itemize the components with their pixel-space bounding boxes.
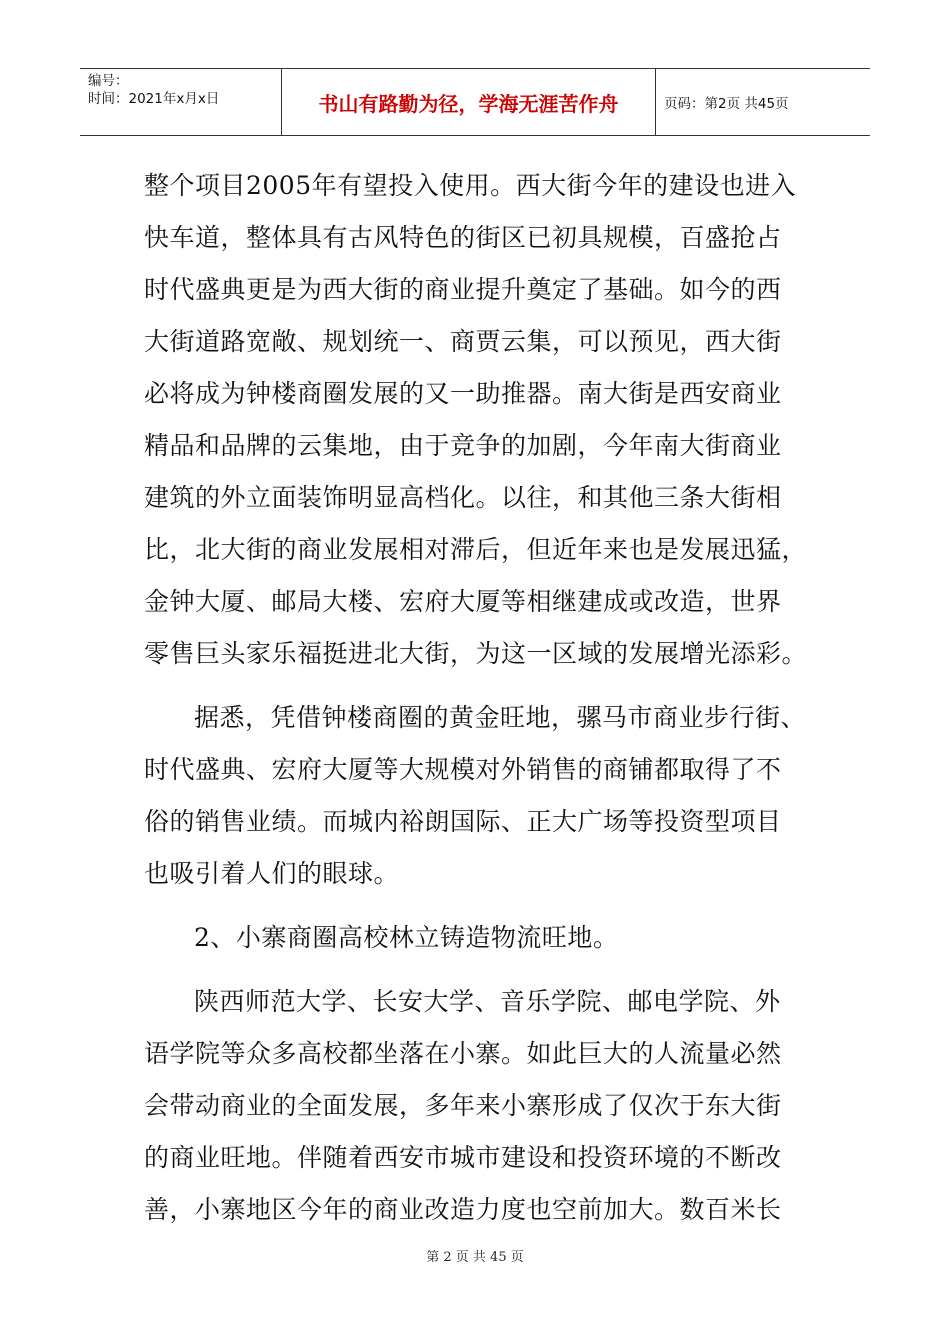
paragraph-gap (144, 964, 814, 976)
paragraph-gap (144, 900, 814, 912)
motto-text: 书山有路勤为径，学海无涯苦作舟 (318, 91, 619, 116)
text-line: 整个项目2005年有望投入使用。西大街今年的建设也进入 (144, 171, 797, 200)
text-line: 时代盛典、宏府大厦等大规模对外销售的商铺都取得了不 (144, 755, 782, 784)
header-meta (80, 69, 282, 135)
text-line: 必将成为钟楼商圈发展的又一助推器。南大街是西安商业 (144, 379, 782, 408)
text-line: 据悉，凭借钟楼商圈的黄金旺地，骡马市商业步行街、 (194, 703, 807, 732)
text-line: 陕西师范大学、长安大学、音乐学院、邮电学院、外 (194, 987, 781, 1016)
footer-page-number: 第 2 页 共 45 页 (426, 1250, 524, 1265)
paragraph (144, 692, 814, 900)
text-line: 零售巨头家乐福挺进北大街，为这一区域的发展增光添彩。 (144, 639, 808, 668)
text-line: 俗的销售业绩。而城内裕朗国际、正大广场等投资型项目 (144, 807, 782, 836)
text-line: 语学院等众多高校都坐落在小寨。如此巨大的人流量必然 (144, 1039, 782, 1068)
text-line: 比，北大街的商业发展相对滞后，但近年来也是发展迅猛， (144, 535, 808, 564)
text-line: 建筑的外立面装饰明显高档化。以往，和其他三条大街相 (144, 483, 782, 512)
text-line: 会带动商业的全面发展，多年来小寨形成了仅次于东大街 (144, 1091, 782, 1120)
text-line: 也吸引着人们的眼球。 (144, 859, 400, 888)
text-line: 精品和品牌的云集地，由于竞争的加剧，今年南大街商业 (144, 431, 782, 460)
text-line: 的商业旺地。伴随着西安市城市建设和投资环境的不断改 (144, 1143, 782, 1172)
paragraph (144, 912, 814, 964)
text-line: 大街道路宽敞、规划统一、商贾云集，可以预见，西大街 (144, 327, 782, 356)
document-time-label: 时间：2021年x月x日 (88, 91, 220, 107)
page-header (80, 68, 870, 136)
text-line: 2、小寨商圈高校林立铸造物流旺地。 (194, 923, 619, 952)
text-line: 快车道，整体具有古风特色的街区已初具规模，百盛抢占 (144, 223, 782, 252)
text-line: 时代盛典更是为西大街的商业提升奠定了基础。如今的西 (144, 275, 782, 304)
header-motto (282, 69, 656, 135)
text-line: 金钟大厦、邮局大楼、宏府大厦等相继建成或改造，世界 (144, 587, 782, 616)
paragraph (144, 976, 814, 1236)
paragraph-gap (144, 680, 814, 692)
document-number-label: 编号： (88, 73, 129, 89)
page-footer (0, 1246, 950, 1265)
text-line: 善，小寨地区今年的商业改造力度也空前加大。数百米长 (144, 1195, 782, 1224)
header-page-info (656, 69, 870, 135)
page-info-text: 页码：第2页 共45页 (664, 96, 789, 112)
document-body (144, 160, 814, 1236)
paragraph (144, 160, 814, 680)
